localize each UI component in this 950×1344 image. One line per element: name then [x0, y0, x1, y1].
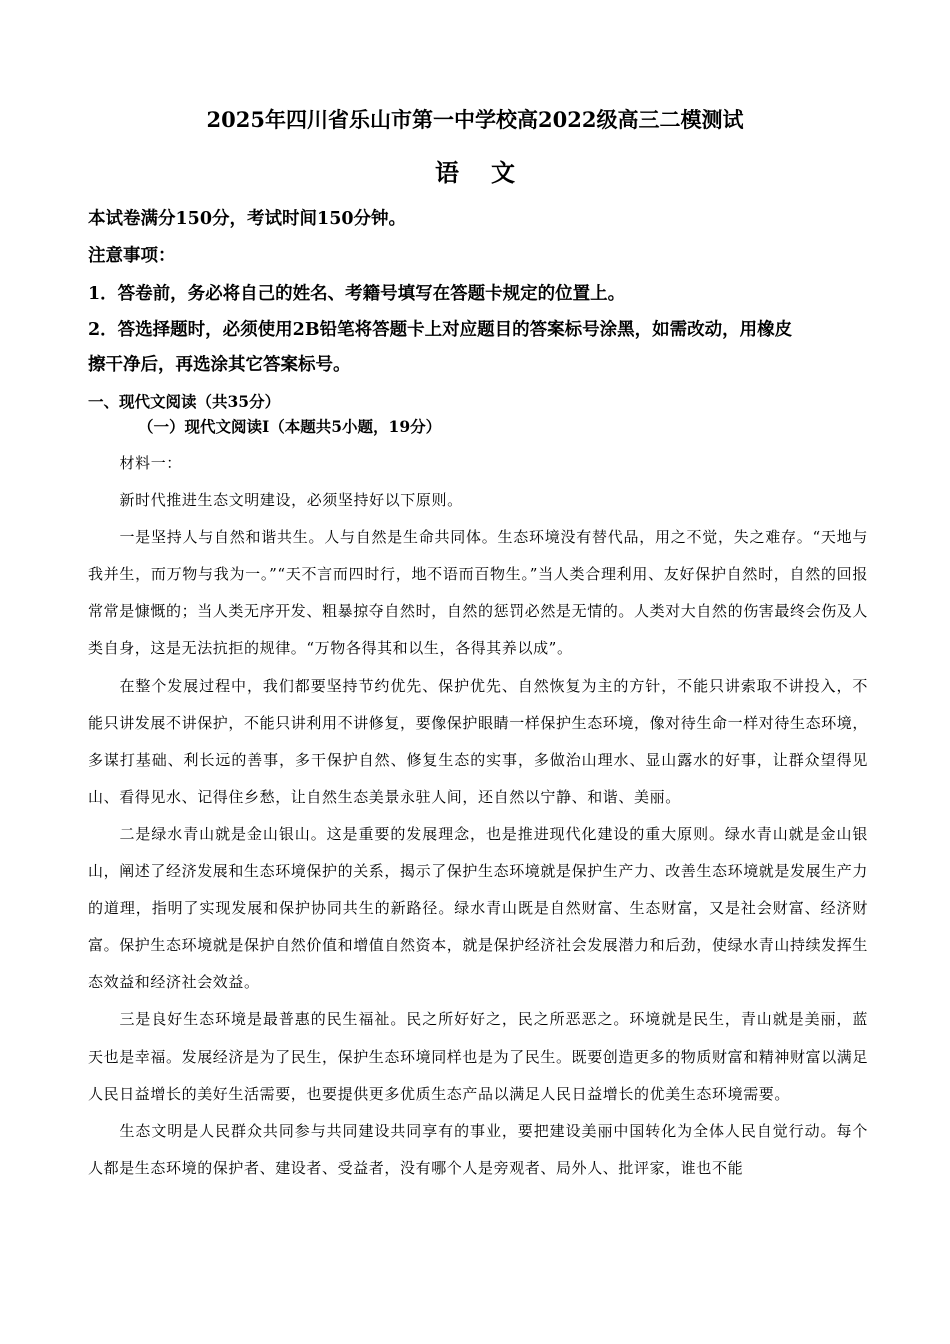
paragraph: 一是坚持人与自然和谐共生。人与自然是生命共同体。生态环境没有替代品，用之不觉，失之难存。“天地与我并生，而万物与我为一。”“天不言而四时行，地不语而百物生。”当人类合理利用、友好保护自然时，自然的回报常常是慷慨的；当人类无序开发、粗暴掠夺自然时，自然的惩罚必然是无情的。人类对大自然的伤害最终会伤及人类自身，这是无法抗拒的规律。“万物各得其和以生，各得其养以成”。	[88, 528, 869, 658]
exam-intro: 本试卷满分150分，考试时间150分钟。	[88, 209, 407, 229]
paragraph: 材料一：	[119, 454, 182, 472]
subject-char-2: 文	[491, 158, 515, 187]
section-1-heading: 一、现代文阅读（共35分）	[88, 392, 281, 411]
passage-body	[88, 445, 868, 1187]
section-1-subheading: （一）现代文阅读Ⅰ（本题共5小题，19分）	[138, 417, 442, 436]
paragraph: 三是良好生态环境是最普惠的民生福祉。民之所好好之，民之所恶恶之。环境就是民生，青山就是美丽，蓝天也是幸福。发展经济是为了民生，保护生态环境同样也是为了民生。既要创造更多的物质财富和精神财富以满足人民日益增长的美好生活需要，也要提供更多优质生态产品以满足人民日益增长的优美生态环境需要。	[88, 1010, 869, 1103]
subject-char-1: 语	[435, 158, 459, 187]
exam-title: 2025年四川省乐山市第一中学校高2022级高三二模测试	[206, 107, 744, 132]
subject-heading	[0, 153, 950, 188]
paragraph: 二是绿水青山就是金山银山。这是重要的发展理念，也是推进现代化建设的重大原则。绿水青山就是金山银山，阐述了经济发展和生态环境保护的关系，揭示了保护生态环境就是保护生产力、改善生态环境就是发展生产力的道理，指明了实现发展和保护协同共生的新路径。绿水青山既是自然财富、生态财富，又是社会财富、经济财富。保护生态环境就是保护自然价值和增值自然资本，就是保护经济社会发展潜力和后劲，使绿水青山持续发挥生态效益和经济社会效益。	[88, 824, 869, 992]
note-1: 1．答卷前，务必将自己的姓名、考籍号填写在答题卡规定的位置上。	[88, 284, 626, 304]
paragraph: 在整个发展过程中，我们都要坚持节约优先、保护优先、自然恢复为主的方针，不能只讲索取不讲投入，不能只讲发展不讲保护，不能只讲利用不讲修复，要像保护眼睛一样保护生态环境，像对待生命一样对待生态环境，多谋打基础、利长远的善事，多干保护自然、修复生态的实事，多做治山理水、显山露水的好事，让群众望得见山、看得见水、记得住乡愁，让自然生态美景永驻人间，还自然以宁静、和谐、美丽。	[88, 676, 869, 806]
notes-heading: 注意事项：	[88, 246, 176, 266]
note-2-line-2: 擦干净后，再选涂其它答案标号。	[88, 355, 351, 375]
note-2-line-1: 2．答选择题时，必须使用2B铅笔将答题卡上对应题目的答案标号涂黑，如需改动，用橡皮	[88, 320, 793, 340]
paragraph: 新时代推进生态文明建设，必须坚持好以下原则。	[119, 491, 463, 510]
paragraph: 生态文明是人民群众共同参与共同建设共同享有的事业，要把建设美丽中国转化为全体人民自觉行动。每个人都是生态环境的保护者、建设者、受益者，没有哪个人是旁观者、局外人、批评家，谁也不能	[88, 1121, 868, 1177]
